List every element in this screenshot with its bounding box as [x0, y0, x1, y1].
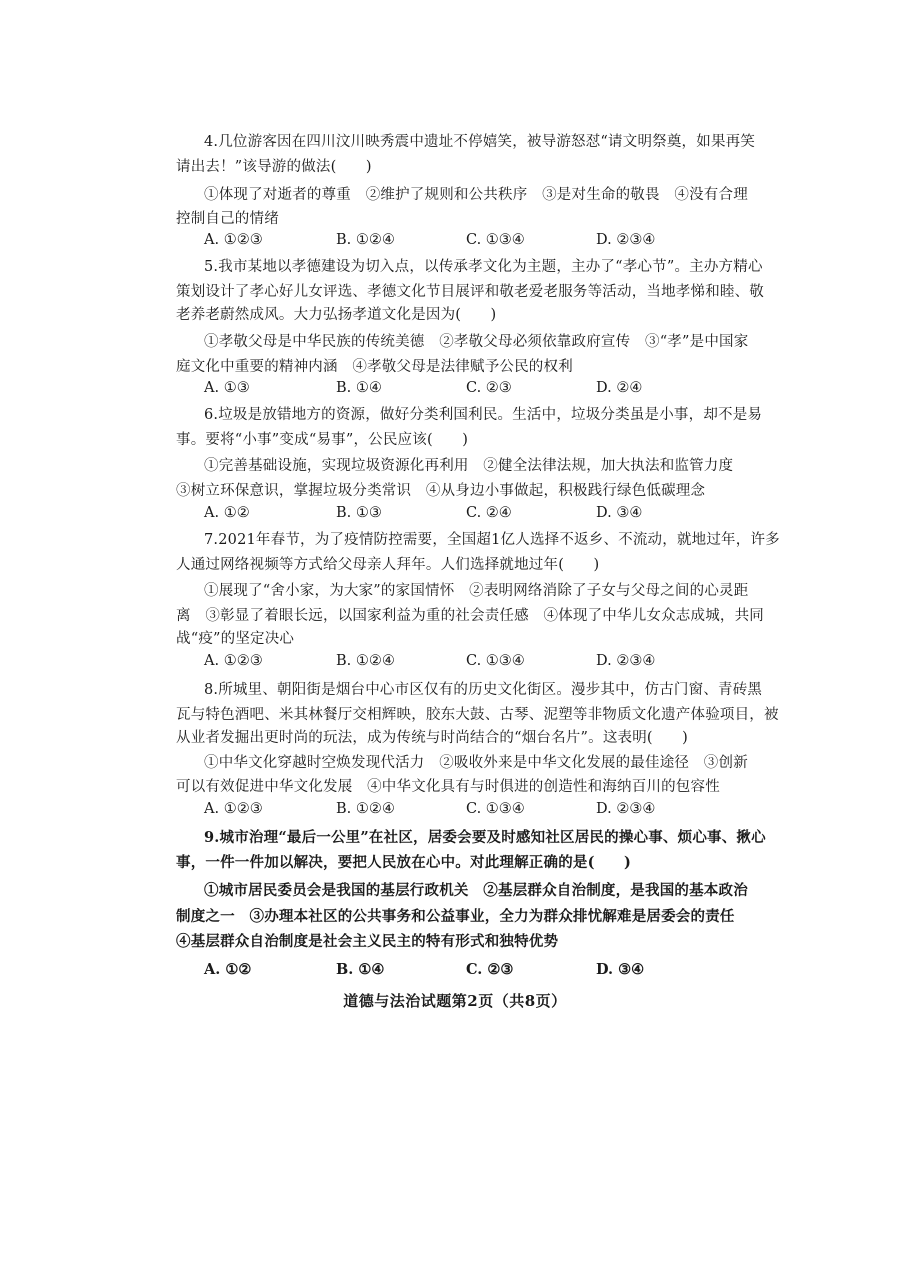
q6-stem-line-2: 事。要将“小事”变成“易事”，公民应该( ) — [176, 432, 469, 448]
q4-stem-line-2: 请出去！”该导游的做法( ) — [176, 159, 372, 175]
q9-option-a: A. ①② — [204, 961, 252, 978]
q8-stem-line-1: 8.所城里、朝阳街是烟台中心市区仅有的历史文化街区。漫步其中，仿古门窗、青砖黑 — [204, 682, 763, 698]
q9-option-b: B. ①④ — [336, 961, 385, 978]
q4-options — [204, 232, 724, 254]
q5-statement-line-1: ①孝敬父母是中华民族的传统美德 ②孝敬父母必须依靠政府宣传 ③“孝”是中国家 — [204, 334, 749, 350]
q7-option-d: D. ②③④ — [596, 653, 656, 669]
q7-statement-line-1: ①展现了“舍小家，为大家”的家国情怀 ②表明网络消除了子女与父母之间的心灵距 — [204, 583, 749, 599]
q5-stem-line-1: 5.我市某地以孝德建设为切入点，以传承孝文化为主题，主办了“孝心节”。主办方精心 — [204, 259, 763, 275]
q9-statement-line-1: ①城市居民委员会是我国的基层行政机关 ②基层群众自治制度，是我国的基本政治 — [204, 882, 748, 899]
q8-option-a: A. ①②③ — [204, 801, 263, 817]
q8-stem-line-3: 从业者发掘出更时尚的玩法，成为传统与时尚结合的“烟台名片”。这表明( ) — [176, 730, 689, 746]
q4-stem-line-1: 4.几位游客因在四川汶川映秀震中遗址不停嬉笑，被导游怒怼“请文明祭奠，如果再笑 — [204, 134, 756, 150]
q7-statement-line-3: 战“疫”的坚定决心 — [176, 631, 295, 647]
q7-option-a: A. ①②③ — [204, 653, 263, 669]
q9-options — [204, 961, 724, 983]
q4-option-b: B. ①②④ — [336, 232, 395, 248]
q6-options — [204, 505, 724, 527]
q6-statement-line-1: ①完善基础设施，实现垃圾资源化再利用 ②健全法律法规，加大执法和监管力度 — [204, 458, 734, 474]
q6-option-b: B. ①③ — [336, 505, 382, 521]
q4-option-c: C. ①③④ — [466, 232, 525, 248]
q8-options — [204, 801, 724, 823]
q5-options — [204, 380, 724, 402]
q8-option-b: B. ①②④ — [336, 801, 395, 817]
q7-option-b: B. ①②④ — [336, 653, 395, 669]
q9-option-c: C. ②③ — [466, 961, 514, 978]
q5-option-c: C. ②③ — [466, 380, 512, 396]
q9-statement-line-3: ④基层群众自治制度是社会主义民主的特有形式和独特优势 — [176, 933, 559, 950]
q8-statement-line-2: 可以有效促进中华文化发展 ④中华文化具有与时俱进的创造性和海纳百川的包容性 — [176, 779, 720, 795]
q6-option-c: C. ②④ — [466, 505, 512, 521]
q8-stem-line-2: 瓦与特色酒吧、米其林餐厅交相辉映，胶东大鼓、古琴、泥塑等非物质文化遗产体验项目，被 — [176, 707, 779, 723]
q9-statement-line-2: 制度之一 ③办理本社区的公共事务和公益事业，全力为群众排忧解难是居委会的责任 — [176, 908, 735, 925]
q4-statement-line-2: 控制自己的情绪 — [176, 211, 279, 227]
q5-statement-line-2: 庭文化中重要的精神内涵 ④孝敬父母是法律赋予公民的权利 — [176, 359, 573, 375]
q9-stem-line-2: 事，一件一件加以解决，要把人民放在心中。对此理解正确的是( ) — [176, 854, 632, 871]
q7-statement-line-2: 离 ③彰显了着眼长远，以国家利益为重的社会责任感 ④体现了中华儿女众志成城，共同 — [176, 608, 764, 624]
q6-stem-line-1: 6.垃圾是放错地方的资源，做好分类利国利民。生活中，垃圾分类虽是小事，却不是易 — [204, 407, 763, 423]
q5-option-a: A. ①③ — [204, 380, 250, 396]
q7-options — [204, 653, 724, 675]
q5-stem-line-2: 策划设计了孝心好儿女评选、孝德文化节目展评和敬老爱老服务等活动，当地孝悌和睦、敬 — [176, 284, 764, 300]
q8-statement-line-1: ①中华文化穿越时空焕发现代活力 ②吸收外来是中华文化发展的最佳途径 ③创新 — [204, 755, 748, 771]
q6-option-d: D. ③④ — [596, 505, 643, 521]
q4-option-d: D. ②③④ — [596, 232, 656, 248]
q9-stem-line-1: 9.城市治理“最后一公里”在社区，居委会要及时感知社区居民的操心事、烦心事、揪心 — [204, 829, 766, 846]
q4-statement-line-1: ①体现了对逝者的尊重 ②维护了规则和公共秩序 ③是对生命的敬畏 ④没有合理 — [204, 187, 748, 203]
q9-option-d: D. ③④ — [596, 961, 645, 978]
q7-option-c: C. ①③④ — [466, 653, 525, 669]
q4-option-a: A. ①②③ — [204, 232, 263, 248]
q8-option-d: D. ②③④ — [596, 801, 656, 817]
q5-option-b: B. ①④ — [336, 380, 382, 396]
q5-stem-line-3: 老养老蔚然成风。大力弘扬孝道文化是因为( ) — [176, 307, 497, 323]
q5-option-d: D. ②④ — [596, 380, 643, 396]
q7-stem-line-2: 人通过网络视频等方式给父母亲人拜年。人们选择就地过年( ) — [176, 557, 600, 573]
q7-stem-line-1: 7.2021年春节，为了疫情防控需要，全国超1亿人选择不返乡、不流动，就地过年，许多 — [204, 532, 780, 548]
q6-statement-line-2: ③树立环保意识，掌握垃圾分类常识 ④从身边小事做起，积极践行绿色低碳理念 — [176, 483, 706, 499]
q8-option-c: C. ①③④ — [466, 801, 525, 817]
page-footer: 道德与法治试题第2页（共8页） — [343, 992, 567, 1010]
q6-option-a: A. ①② — [204, 505, 250, 521]
